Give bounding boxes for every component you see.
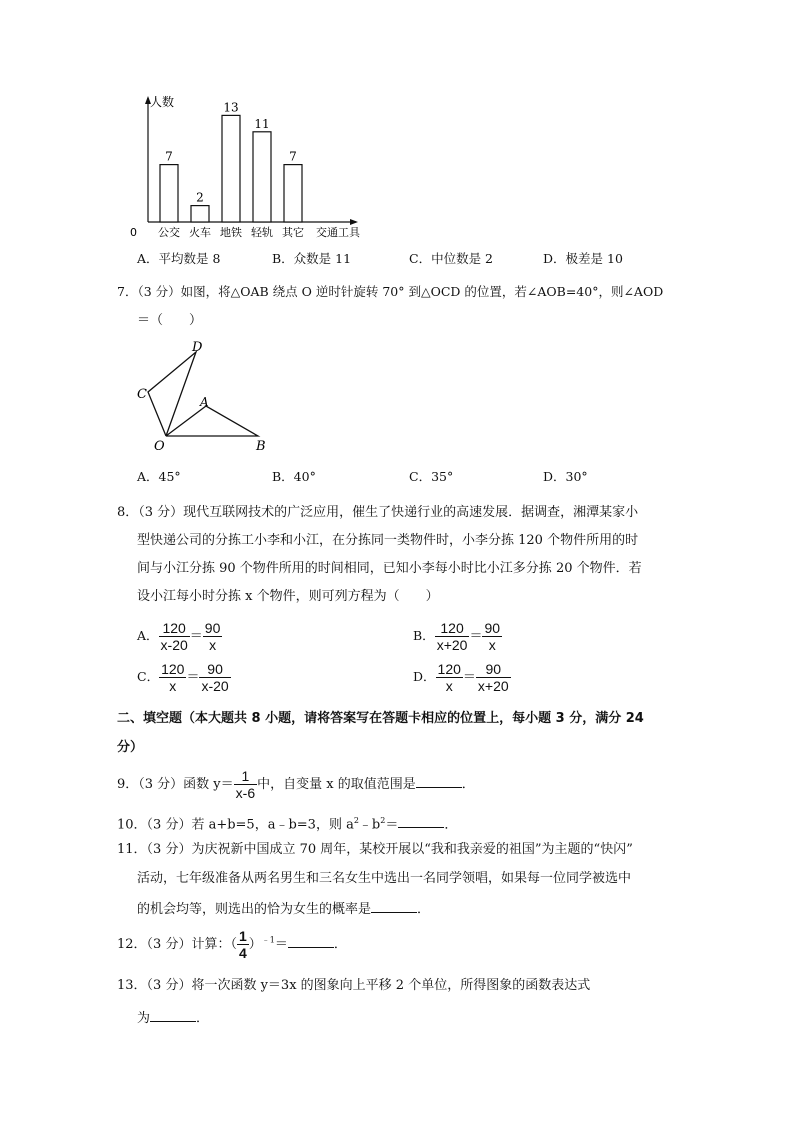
q12-end: ． [333, 937, 347, 952]
category-label: 地铁 [220, 226, 242, 239]
q11-end: ． [417, 902, 431, 917]
q7-figure [128, 336, 278, 456]
option-label: B． [413, 628, 435, 643]
fraction [482, 620, 502, 653]
denominator: x-20 [201, 678, 229, 694]
fraction [159, 661, 186, 694]
option-label: C． [137, 669, 160, 684]
bar-value-label: 7 [165, 149, 173, 164]
option-label: D． [413, 669, 436, 684]
denominator: x-6 [235, 785, 256, 801]
q6-option-b[interactable]: B．众数是 11 [272, 251, 352, 266]
equals-sign: ＝ [189, 629, 203, 644]
q8-stem-line2: 型快递公司的分拣工小李和小江，在分拣同一类物件时，小李分拣 120 个物件所用的时 [137, 533, 639, 548]
q11-line1: 11．（3 分）为庆祝新中国成立 70 周年，某校开展以“我和我亲爱的祖国”为主题的“快闪” [117, 842, 633, 857]
bar-value-label: 11 [254, 116, 270, 131]
q11-line3 [137, 898, 430, 920]
point-o-label: O [154, 439, 165, 454]
numerator: 1 [241, 768, 250, 784]
point-a-label: A [200, 395, 209, 409]
superscript: ﹣1 [261, 935, 275, 945]
q8-option-b[interactable] [413, 620, 502, 653]
category-label: 其它 [282, 226, 304, 239]
q10-prefix: 10．（3 分）若 a+b=5，a﹣b=3，则 a [117, 817, 354, 833]
q6-option-a[interactable]: A．平均数是 8 [137, 251, 221, 266]
q12 [117, 928, 347, 961]
equals-sign: ＝ [469, 629, 483, 644]
q10-eq: ＝ [385, 817, 399, 833]
section-2-heading-line1: 二、填空题（本大题共 8 小题，请将答案写在答题卡相应的位置上，每小题 3 分，满分 24 [117, 711, 644, 726]
q8-option-a[interactable] [137, 620, 222, 653]
bar-5 [284, 165, 302, 222]
bar-1 [160, 165, 178, 222]
q13-line2 [137, 1007, 209, 1029]
option-label: A． [137, 628, 159, 643]
q11-line3-text: 的机会均等，则选出的恰为女生的概率是 [137, 902, 372, 917]
q9-end: ． [461, 777, 475, 792]
q6-bar-chart [130, 88, 370, 244]
bar-2 [191, 206, 209, 222]
denominator: x-20 [160, 637, 188, 653]
superscript: 2 [353, 816, 359, 825]
q10 [117, 811, 457, 835]
q11-line2: 活动，七年级准备从两名男生和三名女生中选出一名同学领唱，如果每一位同学被选中 [137, 871, 632, 886]
fraction [159, 620, 190, 653]
fraction [237, 928, 249, 961]
denominator: x+20 [436, 637, 468, 653]
q13-answer-blank[interactable] [150, 1007, 196, 1022]
numerator: 120 [162, 620, 186, 636]
denominator: x [482, 636, 502, 653]
bar-4 [253, 132, 271, 222]
numerator: 90 [485, 661, 502, 677]
q7-stem-line2: ＝（ ） [137, 313, 203, 328]
q10-end: ． [444, 817, 458, 833]
q6-option-d[interactable]: D．极差是 10 [543, 251, 623, 266]
x-axis-label: 交通工具 [316, 226, 360, 239]
denominator: 4 [238, 945, 247, 961]
q7-option-d[interactable]: D．30° [543, 469, 588, 484]
q6-option-c[interactable]: C．中位数是 2 [409, 251, 493, 266]
q7-option-a[interactable]: A．45° [137, 469, 181, 484]
point-b-label: B [256, 439, 266, 454]
denominator: x+20 [477, 678, 509, 694]
q13-line2-text: 为 [137, 1011, 151, 1026]
q9 [117, 768, 475, 801]
q10-answer-blank[interactable] [398, 813, 444, 828]
q9-suffix: 中，自变量 x 的取值范围是 [257, 777, 416, 792]
q13-end: ． [196, 1011, 210, 1026]
bar-value-label: 7 [289, 149, 297, 164]
numerator: 90 [207, 661, 223, 677]
denominator: x [436, 677, 463, 694]
q8-stem-line3: 间与小江分拣 90 个物件所用的时间相同，已知小李每小时比小江多分拣 20 个物件．若 [137, 561, 642, 576]
q9-prefix: 9．（3 分）函数 y＝ [117, 777, 234, 792]
q9-answer-blank[interactable] [416, 773, 462, 788]
bar-3 [222, 115, 240, 222]
y-axis-label: 人数 [150, 95, 175, 109]
denominator: x [159, 677, 186, 694]
numerator: 90 [484, 620, 501, 636]
superscript: 2 [380, 816, 386, 825]
q12-eq: ＝ [274, 937, 288, 952]
q10-mid: ﹣b [358, 817, 381, 833]
q13-line1: 13．（3 分）将一次函数 y＝3x 的图象向上平移 2 个单位，所得图象的函数表达式 [117, 978, 591, 993]
fraction [435, 620, 470, 653]
bar-value-label: 13 [223, 100, 239, 115]
category-label: 公交 [158, 226, 180, 239]
numerator: 120 [161, 661, 185, 677]
fraction [234, 768, 257, 801]
numerator: 90 [204, 620, 221, 636]
point-d-label: D [192, 340, 203, 355]
equals-sign: ＝ [462, 670, 476, 685]
bar-value-label: 2 [196, 190, 204, 205]
numerator: 120 [440, 620, 464, 636]
point-c-label: C [137, 387, 147, 402]
fraction [199, 661, 230, 694]
q8-stem-line1: 8．（3 分）现代互联网技术的广泛应用，催生了快递行业的高速发展．据调查，湘潭某家小 [117, 505, 639, 520]
q12-answer-blank[interactable] [288, 933, 334, 948]
equals-sign: ＝ [186, 670, 200, 685]
denominator: x [203, 636, 223, 653]
q7-option-c[interactable]: C．35° [409, 469, 454, 484]
q12-suffix: ） [248, 937, 262, 952]
numerator: 120 [437, 661, 461, 677]
q7-option-b[interactable]: B．40° [272, 469, 316, 484]
section-2-heading-line2: 分） [117, 740, 144, 755]
fraction [436, 661, 463, 694]
fraction [203, 620, 223, 653]
origin-label: 0 [130, 226, 137, 239]
numerator: 1 [238, 928, 247, 944]
q8-stem-line4: 设小江每小时分拣 x 个物件，则可列方程为（ ） [137, 589, 439, 604]
q11-answer-blank[interactable] [371, 898, 417, 913]
category-label: 轻轨 [251, 226, 273, 239]
q8-option-d[interactable] [413, 661, 511, 694]
category-label: 火车 [189, 226, 211, 239]
x-axis-arrow [350, 219, 358, 225]
fraction [476, 661, 511, 694]
q7-stem-line1: 7．（3 分）如图，将△OAB 绕点 O 逆时针旋转 70° 到△OCD 的位置，若∠AOB=40°，则∠AOD [117, 284, 664, 299]
q12-prefix: 12．（3 分）计算：（ [117, 937, 237, 952]
q8-option-c[interactable] [137, 661, 231, 694]
